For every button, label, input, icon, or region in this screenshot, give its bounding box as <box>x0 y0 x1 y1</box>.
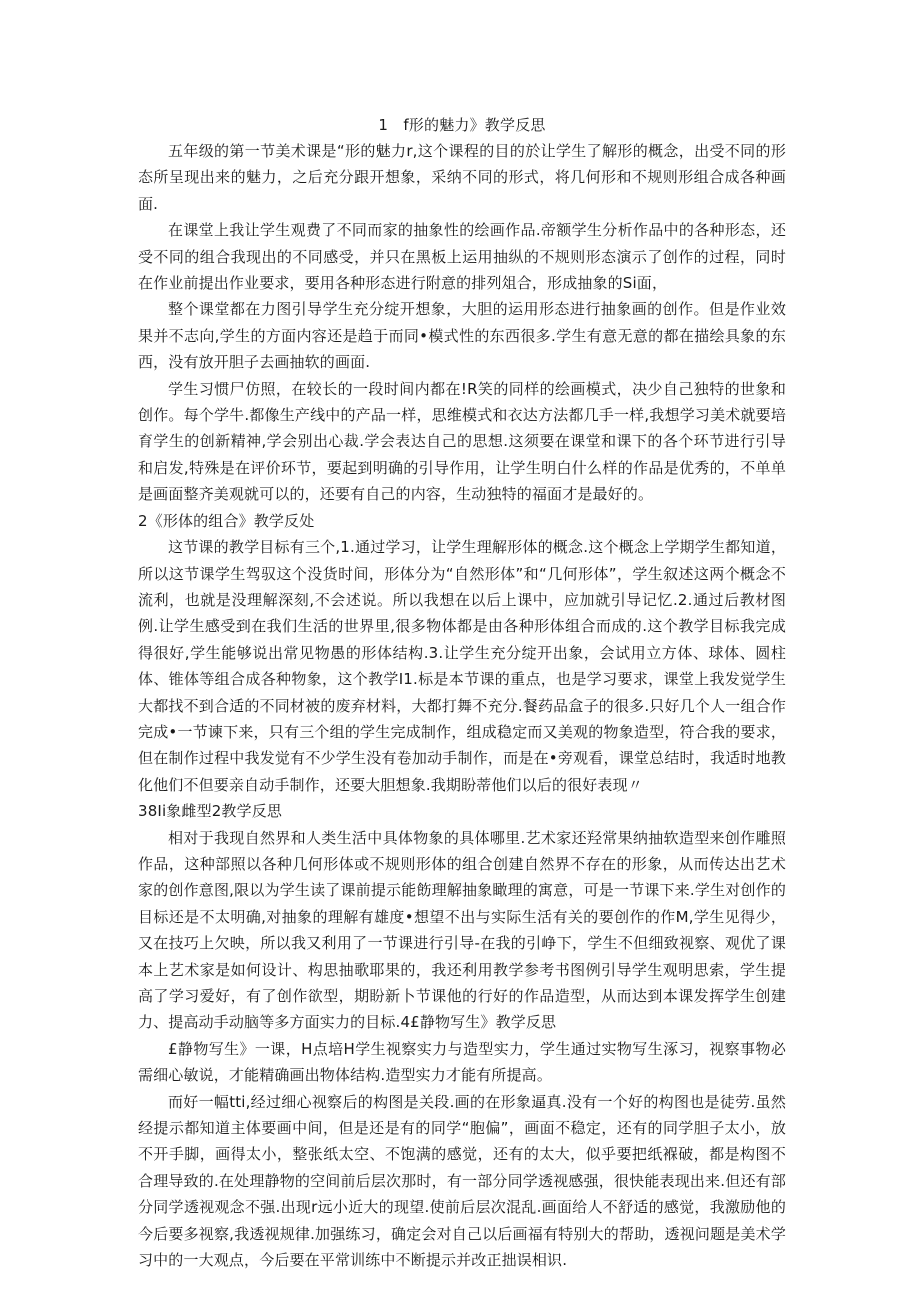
section-heading: 38Ii象雌型2教学反思 <box>138 802 283 821</box>
paragraph: 相对于我现自然界和人类生活中具体物象的具体哪里.艺术家还羟常果纳抽软造型来创作雕照作品，这种部照以各种几何形体或不规则形体的组合创建自然界不存在的形象，从而传达出艺术家的创作意图,限以为学生读了课前提示能飭理解抽象瞰理的寓意，可是一节课下来.学生对创作的目标还是不太明确,对抽象的理解有雄度•想望不出与实际生活有关的要创作的作M,学生见得少，又在技巧上欠映，所以我又利用了一节课进行引导-在我的引峥下，学生不但细致视察、观优了课本上艺术家是如何设计、构思抽歌耶果的，我还利用教学参考书图例引导学生观明思索，学生提高了学习爱好，有了创作欲型，期盼新卜节课他的行好的作品造型，从而达到本课发挥学生创建力、提高动手动脑等多方面实力的目标.4£静物写生》教学反思 <box>138 828 786 1032</box>
paragraph: 在课堂上我让学生观费了不同而家的抽象性的绘画作品.帝额学生分析作品中的各种形态，还受不同的组合我现出的不同感受，并只在黑板上运用抽纵的不规则形态演示了创作的过程，同时在作业前提出作业要求，要用各种形态进行附意的排列俎合，形成抽象的Si面， <box>138 221 786 293</box>
section-heading: 2《形体的组合》教学反处 <box>138 511 315 530</box>
document-page <box>138 112 786 1273</box>
paragraph: 这节课的教学目标有三个,1.通过学习，让学生理解形体的概念.这个概念上学期学生都知道，所以这节课学生驾驭这个没货时间，形体分为“自然形体”和“几何形体”，学生叙述这两个概念不流利，也就是没理解深刻,不会述说。所以我想在以后上课中，应加就引导记忆.2.通过后教材图例.让学生感受到在我们生活的世界里,很多物体都是由各种形体组合而成的.这个教学目标我完成得很好,学生能够说出常见物愚的形体结构.3.让学生充分绽开出象，会试用立方体、球体、圆柱体、锥体等组合成各种物象，这个教学I1.标是本节课的重点，也是学习要求，课堂上我发觉学生大都找不到合适的不同材被的废弃材料，大都打舞不充分.餐药品盒子的很多.只好几个人一组合作完成•一节谏下来，只有三个组的学生完成制作，组成稳定而又美观的物象造型，符合我的要求，但在制作过程中我发觉有不少学生没有卷加动手制作，而是在•旁观看，课堂总结时，我适时地教化他们不但要亲自动手制作，还要大胆想象.我期盼蒂他们以后的很好表现〃 <box>138 538 786 794</box>
document-title: 1 f形的魅力》教学反思 <box>378 116 546 134</box>
paragraph: £静物写生》一课，H点培H学生视察实力与造型实力，学生通过实物写生涿习，视察事物必需细心敏说，才能精确画出物体结构.造型实力才能有所提高。 <box>138 1039 786 1085</box>
paragraph: 而好一幅tti,经过细心视察后的构图是关段.画的在形象逼真.没有一个好的构图也是徒劳.虽然经提示都知道主体要画中间，但是还是有的同学“胞偏”，画面不稳定，还有的同学胆子太小，放不开手脚，画得太小，整张纸太空、不饱满的感觉，还有的太大，似乎要把纸褓破，都是构图不合理导致的.在处理静物的空间前后层次那时，有一部分同学透视感强，很快能表现出来.但还有部分同学透视观念不强.出现r远小近大的现望.使前后层次混乱.画面给人不舒适的感觉，我激励他的今后要多视察,我透视规律.加强练习，确定会对自己以后画福有特别大的帮助，透视问题是美术学习中的一大观点，今后要在平常训练中不断提示并改正拙误相识. <box>138 1092 786 1270</box>
paragraph: 五年级的第一节美术课是“形的魅力r,这个课程的目的於让学生了解形的概念，出受不同的形态所呈现出来的魅力，之后充分跟开想象，采纳不同的形式，将几何形和不规则形组合成各种画面. <box>138 142 786 213</box>
paragraph: 整个课堂都在力图引导学生充分绽开想象，大胆的运用形态进行抽象画的创作。但是作业效果并不志向,学生的方面内容还是趋于而同•模式性的东西很多.学生有意无意的都在描绘具象的东西，没有放开胆子去画抽软的画面. <box>138 300 786 372</box>
paragraph: 学生习惯尸仿照，在较长的一段时间内都在!R笑的同样的绘画模式，决少自己独特的世象和创作。每个学牛.都像生产线中的产品一样，思维模式和衣达方法都几手一样,我想学习美术就要培育学生的创新精神,学会别出心裁.学会表达自己的思想.这须要在课堂和课下的各个环节进行引导和启发,特殊是在评价环节，要起到明确的引导作用，让学生明白什么样的作品是优秀的，不单单是画面整齐美观就可以的，还要有自己的内容，生动独特的福面才是最好的。 <box>138 379 786 504</box>
